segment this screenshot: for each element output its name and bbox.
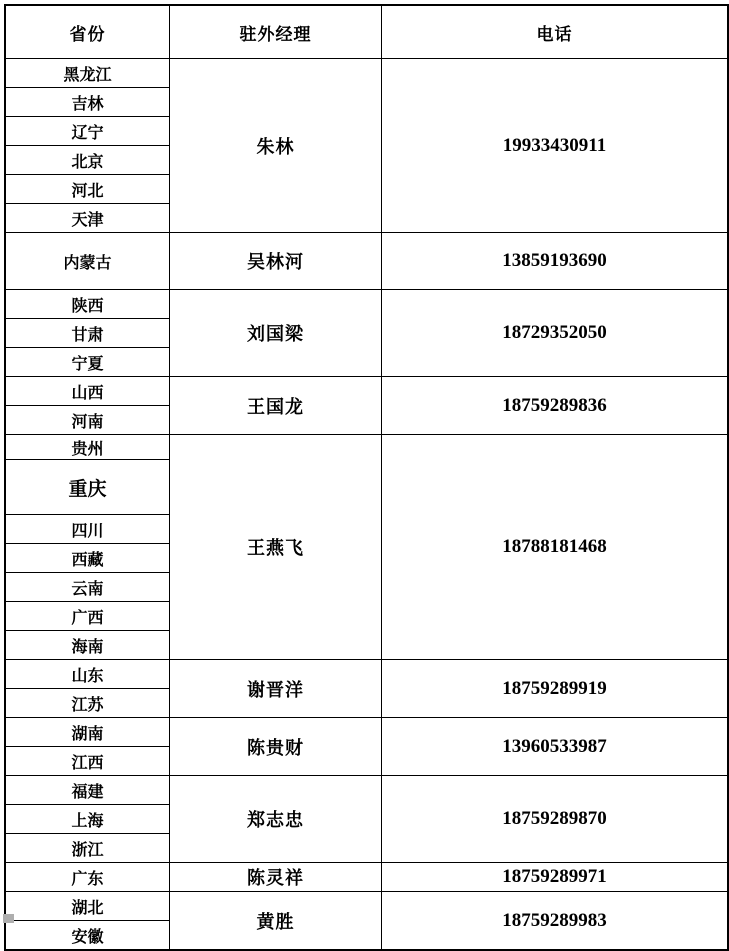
province-cell: 四川 xyxy=(5,515,170,544)
province-cell: 北京 xyxy=(5,146,170,175)
province-cell: 西藏 xyxy=(5,544,170,573)
phone-cell: 18759289983 xyxy=(382,892,729,951)
province-cell: 广东 xyxy=(5,863,170,892)
table-header xyxy=(5,5,728,59)
manager-cell: 刘国梁 xyxy=(170,290,382,377)
province-cell: 云南 xyxy=(5,573,170,602)
phone-cell: 13960533987 xyxy=(382,718,729,776)
table-row xyxy=(5,377,728,406)
manager-cell: 王国龙 xyxy=(170,377,382,435)
table-row xyxy=(5,435,728,460)
province-cell: 上海 xyxy=(5,805,170,834)
phone-cell: 18759289870 xyxy=(382,776,729,863)
header-manager: 驻外经理 xyxy=(170,5,382,59)
table-row xyxy=(5,290,728,319)
province-cell: 海南 xyxy=(5,631,170,660)
province-cell: 内蒙古 xyxy=(5,233,170,290)
table-row xyxy=(5,233,728,290)
table-row xyxy=(5,660,728,689)
province-cell: 山西 xyxy=(5,377,170,406)
phone-cell: 18788181468 xyxy=(382,435,729,660)
province-cell: 山东 xyxy=(5,660,170,689)
phone-cell: 18759289836 xyxy=(382,377,729,435)
province-cell: 湖北 xyxy=(5,892,170,921)
province-cell: 广西 xyxy=(5,602,170,631)
table-row xyxy=(5,776,728,805)
province-cell: 陕西 xyxy=(5,290,170,319)
province-cell: 甘肃 xyxy=(5,319,170,348)
table-row xyxy=(5,863,728,892)
province-cell: 天津 xyxy=(5,204,170,233)
province-cell: 浙江 xyxy=(5,834,170,863)
province-cell: 福建 xyxy=(5,776,170,805)
province-cell: 河北 xyxy=(5,175,170,204)
manager-cell: 陈贵财 xyxy=(170,718,382,776)
province-cell: 湖南 xyxy=(5,718,170,747)
header-province: 省份 xyxy=(5,5,170,59)
phone-cell: 18759289919 xyxy=(382,660,729,718)
manager-cell: 陈灵祥 xyxy=(170,863,382,892)
manager-cell: 黄胜 xyxy=(170,892,382,951)
province-cell: 黑龙江 xyxy=(5,59,170,88)
province-manager-contact-table xyxy=(4,4,729,951)
table-body xyxy=(5,59,728,951)
manager-cell: 郑志忠 xyxy=(170,776,382,863)
table-row xyxy=(5,718,728,747)
manager-cell: 朱林 xyxy=(170,59,382,233)
page-artifact xyxy=(3,914,14,923)
phone-cell: 19933430911 xyxy=(382,59,729,233)
table-row xyxy=(5,892,728,921)
phone-cell: 18759289971 xyxy=(382,863,729,892)
province-cell: 重庆 xyxy=(5,460,170,515)
province-cell: 安徽 xyxy=(5,921,170,951)
phone-cell: 13859193690 xyxy=(382,233,729,290)
manager-cell: 谢晋洋 xyxy=(170,660,382,718)
province-cell: 辽宁 xyxy=(5,117,170,146)
manager-cell: 吴林河 xyxy=(170,233,382,290)
province-cell: 江西 xyxy=(5,747,170,776)
phone-cell: 18729352050 xyxy=(382,290,729,377)
province-cell: 宁夏 xyxy=(5,348,170,377)
province-cell: 河南 xyxy=(5,406,170,435)
header-row xyxy=(5,5,728,59)
province-cell: 江苏 xyxy=(5,689,170,718)
header-phone: 电话 xyxy=(382,5,729,59)
table-row xyxy=(5,59,728,88)
manager-cell: 王燕飞 xyxy=(170,435,382,660)
province-cell: 吉林 xyxy=(5,88,170,117)
province-cell: 贵州 xyxy=(5,435,170,460)
